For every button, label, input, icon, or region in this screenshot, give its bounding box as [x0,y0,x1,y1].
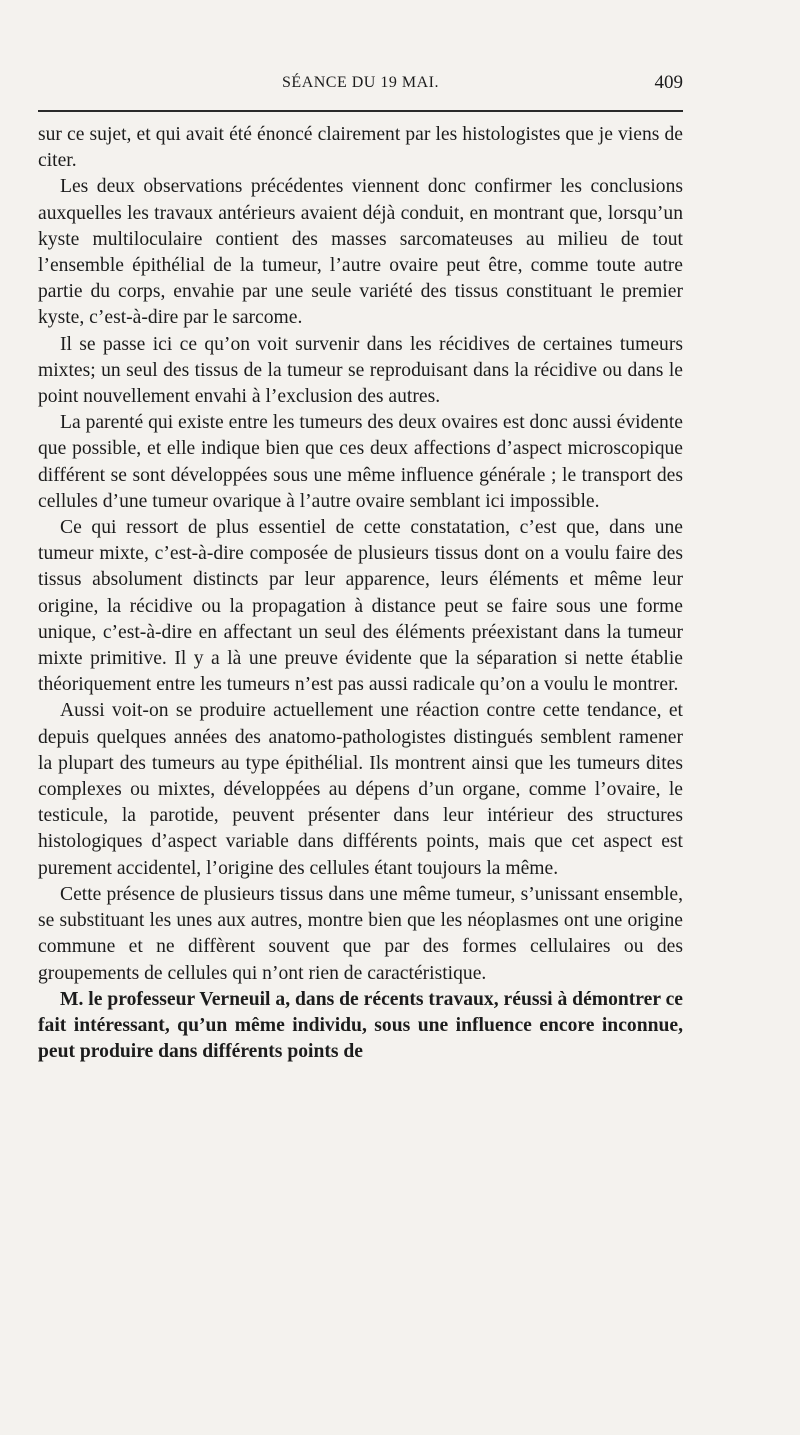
paragraph-8: M. le professeur Verneuil a, dans de récents travaux, réussi à démontrer ce fait intéressant, qu’un même individu, sous une influence encore inconnue, peut produire dans différents points de [38,988,683,1063]
page-header [38,70,683,100]
header-rule [38,110,683,112]
paragraph-4: La parenté qui existe entre les tumeurs des deux ovaires est donc aussi évidente que possible, et elle indique bien que ces deux affections d’aspect microscopique différent se sont développées sous une même influence générale ; le transport des cellules d’une tumeur ovarique à l’autre ovaire semblant ici impossible. [38,412,683,512]
document-page [38,70,683,1065]
paragraph-2: Les deux observations précédentes viennent donc confirmer les conclusions auxquelles les travaux antérieurs avaient déjà conduit, en montrant que, lorsqu’un kyste multiloculaire contient des masses sarcomateuses au milieu de tout l’ensemble épithélial de la tumeur, l’autre ovaire peut être, comme toute autre partie du corps, envahie par une seule variété des tissus constituant le premier kyste, c’est-à-dire par le sarcome. [38,176,683,329]
body-text [38,122,683,1065]
page-number: 409 [654,72,683,93]
paragraph-3: Il se passe ici ce qu’on voit survenir dans les récidives de certaines tumeurs mixtes; un seul des tissus de la tumeur se reproduisant dans la récidive ou dans le point nouvellement envahi à l’exclusion des autres. [38,333,683,408]
paragraph-6: Aussi voit-on se produire actuellement une réaction contre cette tendance, et depuis quelques années des anatomo-pathologistes distingués semblent ramener la plupart des tumeurs au type épithélial. Ils montrent ainsi que les tumeurs dites complexes ou mixtes, développées au dépens d’un organe, comme l’ovaire, le testicule, la parotide, peuvent présenter dans leur intérieur des structures histologiques d’aspect variable dans différents points, mais que cet aspect est purement accidentel, l’origine des cellules étant toujours la même. [38,700,683,879]
paragraph-5: Ce qui ressort de plus essentiel de cette constatation, c’est que, dans une tumeur mixte, c’est-à-dire composée de plusieurs tissus dont on a voulu faire des tissus absolument distincts par leur apparence, leurs éléments et même leur origine, la récidive ou la propagation à distance peut se faire sous une forme unique, c’est-à-dire en affectant un seul des éléments préexistant dans la tumeur mixte primitive. Il y a là une preuve évidente que la séparation si nette établie théoriquement entre les tumeurs n’est pas aussi radicale qu’on a voulu le montrer. [38,517,683,696]
paragraph-1: sur ce sujet, et qui avait été énoncé clairement par les histologistes que je viens de citer. [38,124,683,172]
running-title: SÉANCE DU 19 MAI. [282,74,439,91]
paragraph-7: Cette présence de plusieurs tissus dans une même tumeur, s’unissant ensemble, se substituant les unes aux autres, montre bien que les néoplasmes ont une origine commune et ne diffèrent souvent que par des formes cellulaires ou des groupements de cellules qui n’ont rien de caractéristique. [38,883,683,984]
